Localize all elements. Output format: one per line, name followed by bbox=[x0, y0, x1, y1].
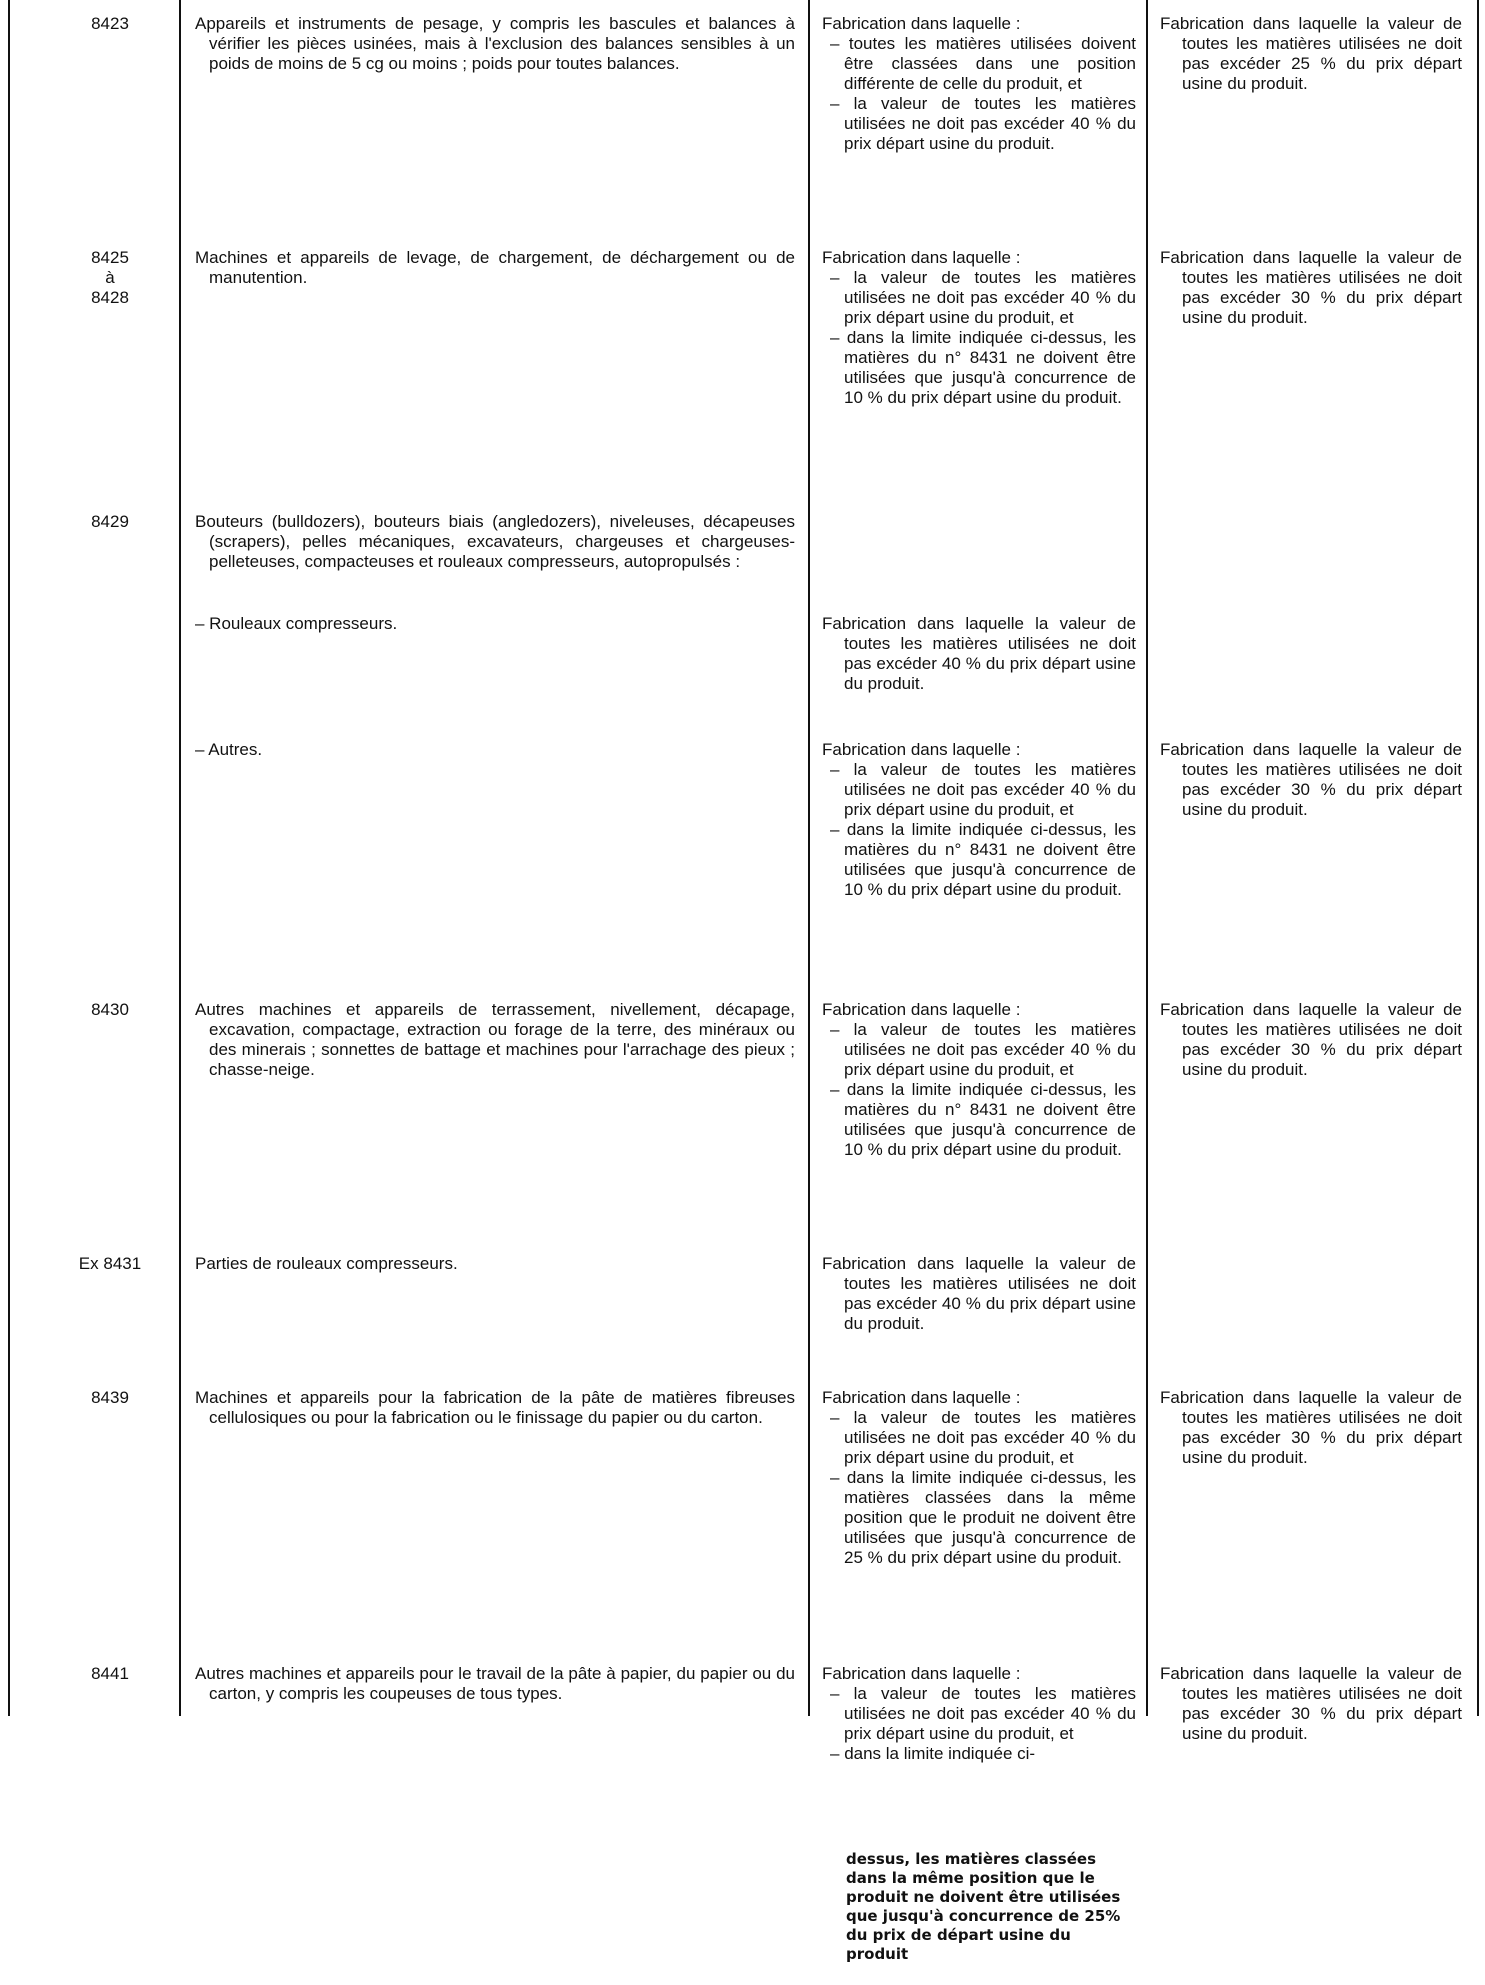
sub-description-cell: – Autres. bbox=[195, 740, 263, 759]
tariff-code: 8429 bbox=[91, 512, 129, 531]
rule-cell: Fabrication dans laquelle : – la valeur de toutes les matières utilisées ne doit pas excéder 40 % du prix départ usine du produit, et – dans la limite indiquée ci- bbox=[822, 1664, 1136, 1764]
rule-cell: Fabrication dans laquelle : – la valeur de toutes les matières utilisées ne doit pas excéder 40 % du prix départ usine du produit, et – dans la limite indiquée ci-dessus, les matières du n° 8431 ne doivent être utilisées que jusqu'à concurrence de 10 % du prix départ usine du produit. bbox=[822, 1000, 1136, 1160]
description-cell: Bouteurs (bulldozers), bouteurs biais (angledozers), niveleuses, décapeuses (scrapers), pelles mécaniques, excavateurs, chargeuses et chargeuses-pelleteuses, compacteuses et rouleaux compresseurs, autopropulsés : bbox=[195, 512, 795, 571]
tariff-code: 8439 bbox=[91, 1388, 129, 1407]
alternative-rule-cell: Fabrication dans laquelle la valeur de toutes les matières utilisées ne doit pas excéder 30 % du prix départ usine du produit. bbox=[1160, 740, 1462, 819]
column-rule-1 bbox=[8, 0, 10, 1716]
tariff-code: 8425 à 8428 bbox=[91, 248, 129, 307]
description-cell: Autres machines et appareils pour le travail de la pâte à papier, du papier ou du carton, y compris les coupeuses de tous types. bbox=[195, 1664, 795, 1703]
tariff-code: 8423 bbox=[91, 14, 129, 33]
rule-cell: Fabrication dans laquelle la valeur de toutes les matières utilisées ne doit pas excéder 40 % du prix départ usine du produit. bbox=[822, 614, 1136, 693]
description-cell: Machines et appareils de levage, de chargement, de déchargement ou de manutention. bbox=[195, 248, 795, 287]
alternative-rule-cell: Fabrication dans laquelle la valeur de toutes les matières utilisées ne doit pas excéder 25 % du prix départ usine du produit. bbox=[1160, 14, 1462, 93]
tariff-code: 8441 bbox=[91, 1664, 129, 1683]
column-rule-5 bbox=[1477, 0, 1479, 1716]
rule-cell: Fabrication dans laquelle : – la valeur de toutes les matières utilisées ne doit pas excéder 40 % du prix départ usine du produit, et – dans la limite indiquée ci-dessus, les matières classées dans la même position que le produit ne doivent être utilisées que jusqu'à concurrence de 25 % du prix départ usine du produit. bbox=[822, 1388, 1136, 1568]
tariff-code: 8430 bbox=[91, 1000, 129, 1019]
column-rule-4 bbox=[1146, 0, 1148, 1716]
rule-cell: Fabrication dans laquelle la valeur de toutes les matières utilisées ne doit pas excéder 40 % du prix départ usine du produit. bbox=[822, 1254, 1136, 1333]
description-cell: Machines et appareils pour la fabrication de la pâte de matières fibreuses cellulosiques ou pour la fabrication ou le finissage du papier ou du carton. bbox=[195, 1388, 795, 1427]
alternative-rule-cell: Fabrication dans laquelle la valeur de toutes les matières utilisées ne doit pas excéder 30 % du prix départ usine du produit. bbox=[1160, 1388, 1462, 1467]
alternative-rule-cell: Fabrication dans laquelle la valeur de toutes les matières utilisées ne doit pas excéder 30 % du prix départ usine du produit. bbox=[1160, 1000, 1462, 1079]
description-cell: Parties de rouleaux compresseurs. bbox=[195, 1254, 458, 1273]
rule-cell: Fabrication dans laquelle : – la valeur de toutes les matières utilisées ne doit pas excéder 40 % du prix départ usine du produit, et – dans la limite indiquée ci-dessus, les matières du n° 8431 ne doivent être utilisées que jusqu'à concurrence de 10 % du prix départ usine du produit. bbox=[822, 740, 1136, 900]
description-cell: Autres machines et appareils de terrassement, nivellement, décapage, excavation, compactage, extraction ou forage de la terre, des minéraux ou des minerais ; sonnettes de battage et machines pour l'arrachage des pieux ; chasse-neige. bbox=[195, 1000, 795, 1079]
continuation-note: dessus, les matières classées dans la même position que le produit ne doivent être utilisées que jusqu'à concurrence de 25% du prix de départ usine du produit bbox=[846, 1850, 1121, 1963]
alternative-rule-cell: Fabrication dans laquelle la valeur de toutes les matières utilisées ne doit pas excéder 30 % du prix départ usine du produit. bbox=[1160, 248, 1462, 327]
alternative-rule-cell: Fabrication dans laquelle la valeur de toutes les matières utilisées ne doit pas excéder 30 % du prix départ usine du produit. bbox=[1160, 1664, 1462, 1743]
rule-cell: Fabrication dans laquelle : – toutes les matières utilisées doivent être classées dans une position différente de celle du produit, et – la valeur de toutes les matières utilisées ne doit pas excéder 40 % du prix départ usine du produit. bbox=[822, 14, 1136, 154]
column-rule-3 bbox=[808, 0, 810, 1716]
sub-description-cell: – Rouleaux compresseurs. bbox=[195, 614, 398, 633]
column-rule-2 bbox=[179, 0, 181, 1716]
tariff-code: Ex 8431 bbox=[78, 1254, 142, 1273]
description-cell: Appareils et instruments de pesage, y compris les bascules et balances à vérifier les pièces usinées, mais à l'exclusion des balances sensibles à un poids de moins de 5 cg ou moins ; poids pour toutes balances. bbox=[195, 14, 795, 73]
rule-cell: Fabrication dans laquelle : – la valeur de toutes les matières utilisées ne doit pas excéder 40 % du prix départ usine du produit, et – dans la limite indiquée ci-dessus, les matières du n° 8431 ne doivent être utilisées que jusqu'à concurrence de 10 % du prix départ usine du produit. bbox=[822, 248, 1136, 408]
